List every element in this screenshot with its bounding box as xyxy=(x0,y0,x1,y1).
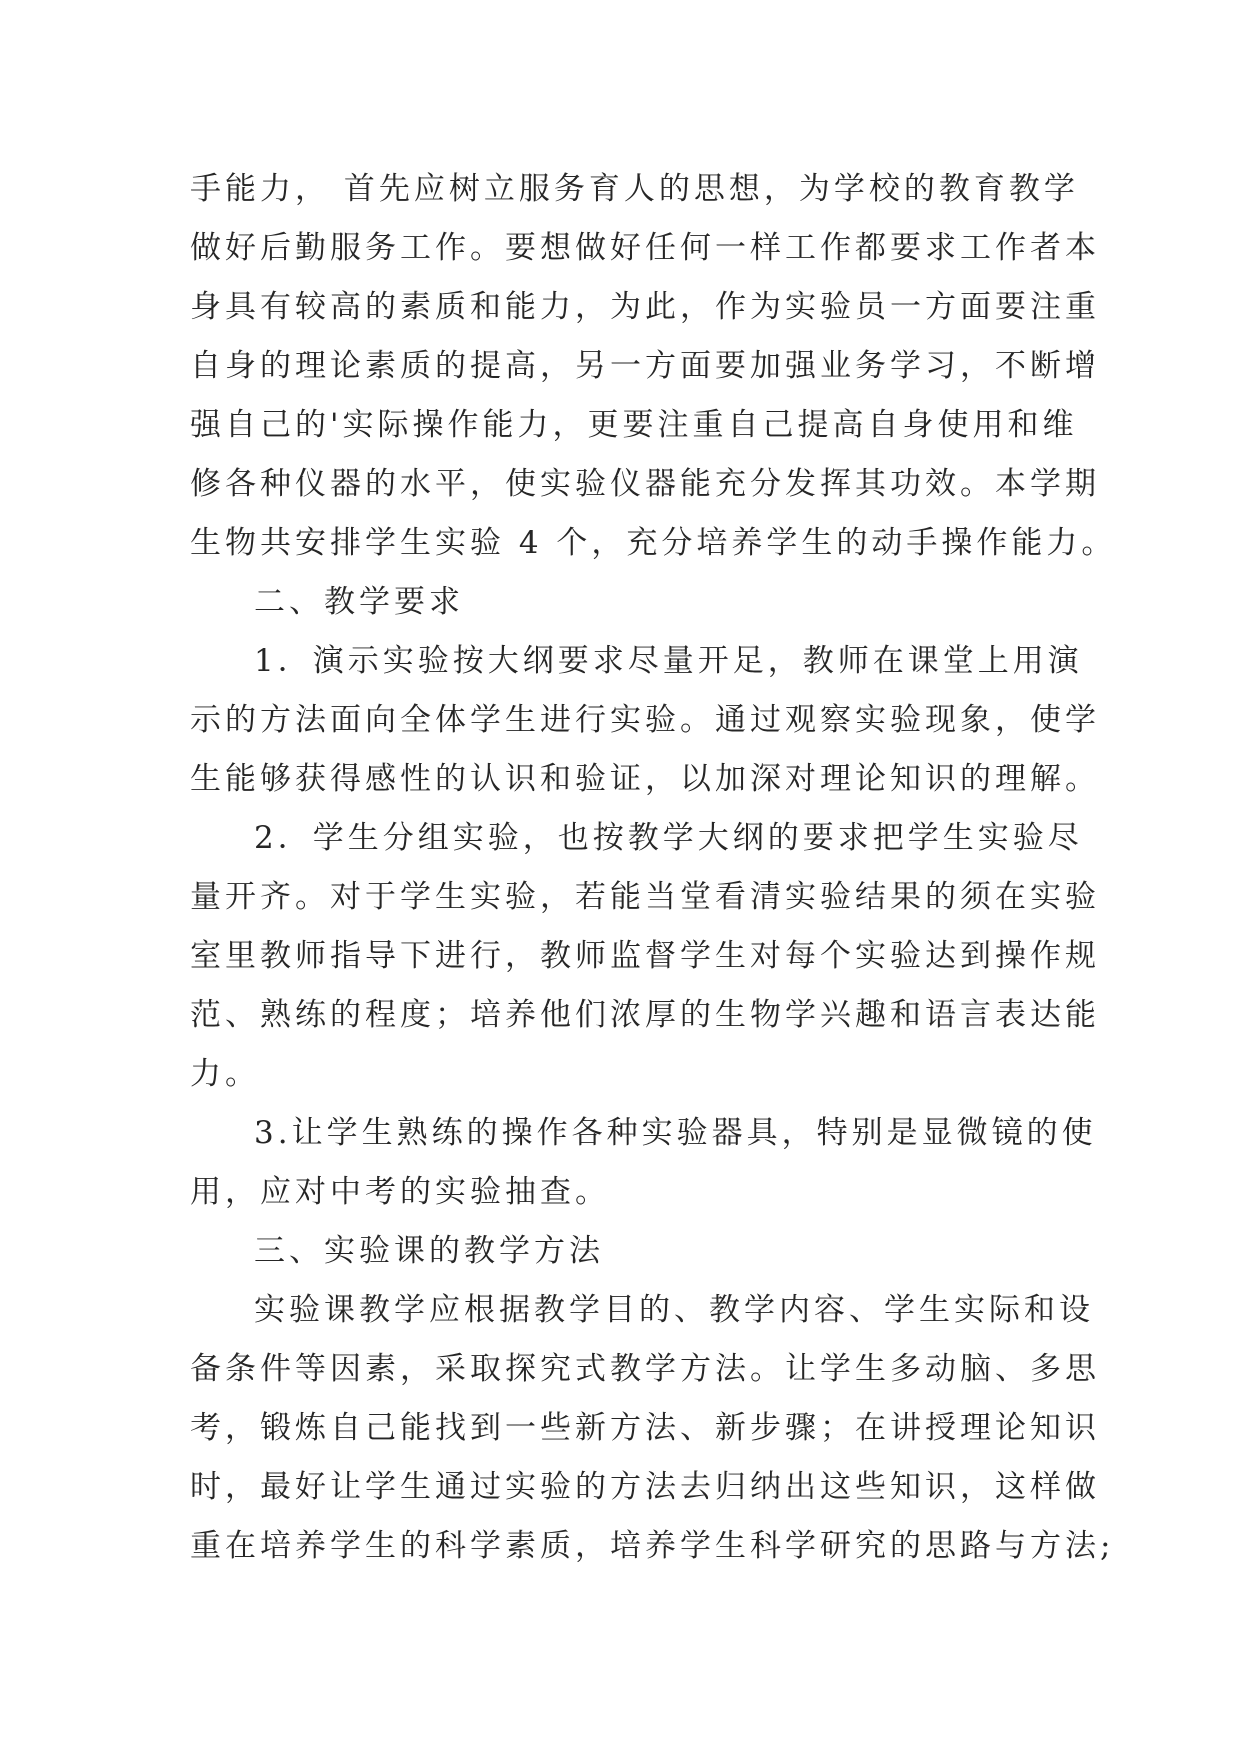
text-line: 实验课教学应根据教学目的、教学内容、学生实际和设 xyxy=(254,1292,1094,1328)
text-line: 用，应对中考的实验抽查。 xyxy=(190,1174,610,1210)
text-line: 自身的理论素质的提高，另一方面要加强业务学习，不断增 xyxy=(190,348,1100,384)
section-heading: 三、实验课的教学方法 xyxy=(254,1233,604,1269)
text-line: 手能力， 首先应树立服务育人的思想，为学校的教育教学 xyxy=(190,171,1079,207)
text-line: 时，最好让学生通过实验的方法去归纳出这些知识，这样做 xyxy=(190,1469,1100,1505)
text-line: 做好后勤服务工作。要想做好任何一样工作都要求工作者本 xyxy=(190,230,1100,266)
text-line: 重在培养学生的科学素质，培养学生科学研究的思路与方法; xyxy=(190,1528,1115,1564)
text-line: 备条件等因素，采取探究式教学方法。让学生多动脑、多思 xyxy=(190,1351,1100,1387)
text-line: 1．演示实验按大纲要求尽量开足，教师在课堂上用演 xyxy=(254,643,1083,679)
text-line: 生物共安排学生实验 4 个，充分培养学生的动手操作能力。 xyxy=(190,525,1117,561)
text-line: 2．学生分组实验，也按教学大纲的要求把学生实验尽 xyxy=(254,820,1083,856)
text-line: 示的方法面向全体学生进行实验。通过观察实验现象，使学 xyxy=(190,702,1100,738)
document-body xyxy=(190,160,1117,1576)
text-line: 力。 xyxy=(190,1056,260,1092)
text-line: 身具有较高的素质和能力，为此，作为实验员一方面要注重 xyxy=(190,289,1100,325)
text-line: 3.让学生熟练的操作各种实验器具，特别是显微镜的使 xyxy=(254,1115,1097,1151)
text-line: 强自己的'实际操作能力，更要注重自己提高自身使用和维 xyxy=(190,407,1078,443)
text-line: 量开齐。对于学生实验，若能当堂看清实验结果的须在实验 xyxy=(190,879,1100,915)
text-line: 考，锻炼自己能找到一些新方法、新步骤；在讲授理论知识 xyxy=(190,1410,1100,1446)
section-heading: 二、教学要求 xyxy=(254,584,464,620)
text-line: 室里教师指导下进行，教师监督学生对每个实验达到操作规 xyxy=(190,938,1100,974)
text-line: 范、熟练的程度；培养他们浓厚的生物学兴趣和语言表达能 xyxy=(190,997,1100,1033)
text-line: 修各种仪器的水平，使实验仪器能充分发挥其功效。本学期 xyxy=(190,466,1100,502)
text-line: 生能够获得感性的认识和验证，以加深对理论知识的理解。 xyxy=(190,761,1100,797)
